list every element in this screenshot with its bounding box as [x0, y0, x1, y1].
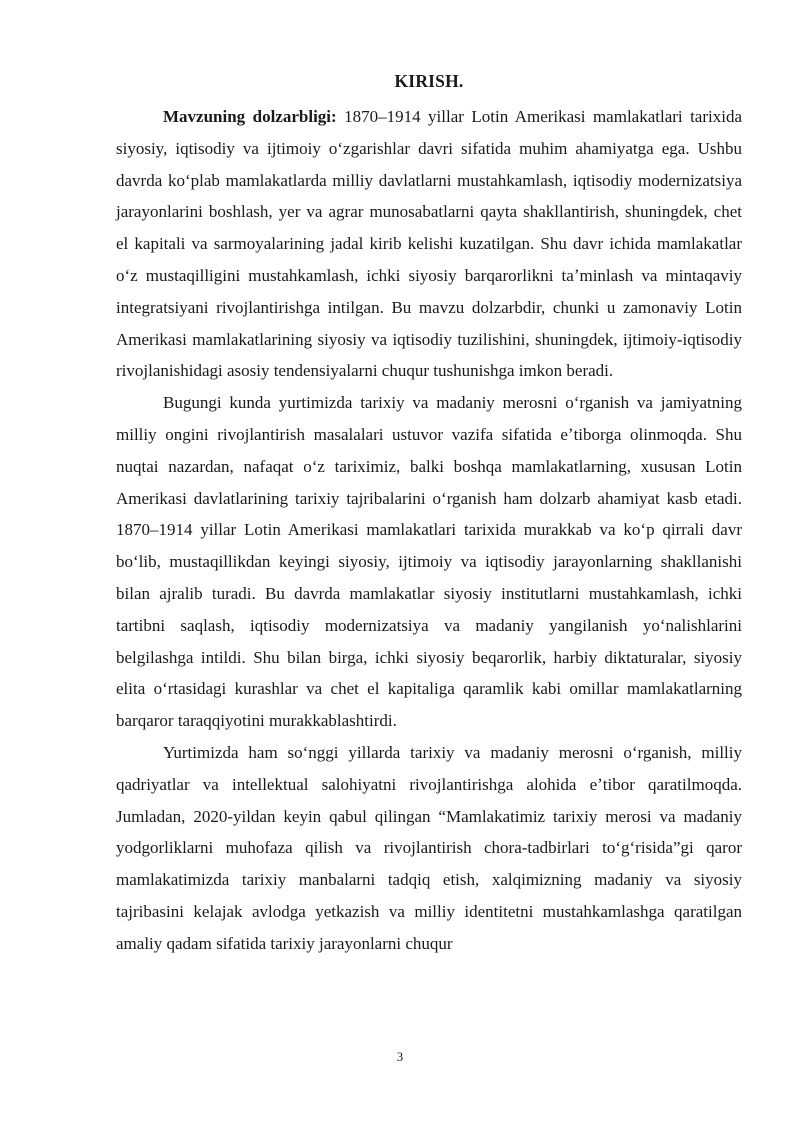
paragraph-text: 1870–1914 yillar Lotin Amerikasi mamlakatlari tarixida siyosiy, iqtisodiy va ijtimoiy oʻzgarishlar davri sifatida muhim ahamiyatga ega. Ushbu davrda koʻplab mamlakatlarda milliy davlatlarni mustahkamlash, iqtisodiy modernizatsiya jarayonlarini boshlash, yer va agrar munosabatlarni qayta shakllantirish, shuningdek, chet el kapitali va sarmoyalarining jadal kirib kelishi kuzatilgan. Shu davr ichida mamlakatlar oʻz mustaqilligini mustahkamlash, ichki siyosiy barqarorlikni taʼminlash va mintaqaviy integratsiyani rivojlantirishga intilgan. Bu mavzu dolzarbdir, chunki u zamonaviy Lotin Amerikasi mamlakatlarining siyosiy va iqtisodiy tuzilishini, shuningdek, ijtimoiy-iqtisodiy rivojlanishidagi asosiy tendensiyalarni chuqur tushunishga imkon beradi. — [116, 107, 742, 381]
paragraph-lead: Mavzuning dolzarbligi: — [163, 107, 337, 126]
document-page — [116, 70, 742, 960]
paragraph-relevance — [116, 101, 742, 387]
page-number: 3 — [396, 1050, 404, 1064]
section-heading: KIRISH. — [394, 71, 464, 91]
paragraph-national-values: Yurtimizda ham soʻnggi yillarda tarixiy va madaniy merosni oʻrganish, milliy qadriyatlar va intellektual salohiyatni rivojlantirishga alohida eʼtibor qaratilmoqda. Jumladan, 2020-yildan keyin qabul qilingan “Mamlakatimiz tarixiy merosi va madaniy yodgorliklarni muhofaza qilish va rivojlantirish chora-tadbirlari toʻgʻrisida”gi qaror mamlakatimizda tarixiy manbalarni tadqiq etish, xalqimizning madaniy va siyosiy tajribasini kelajak avlodga yetkazish va milliy identitetni mustahkamlashga qaratilgan amaliy qadam sifatida tarixiy jarayonlarni chuqur — [116, 742, 742, 953]
paragraph-heritage: Bugungi kunda yurtimizda tarixiy va madaniy merosni oʻrganish va jamiyatning milliy ongini rivojlantirish masalalari ustuvor vazifa sifatida eʼtiborga olinmoqda. Shu nuqtai nazardan, nafaqat oʻz tariximiz, balki boshqa mamlakatlarning, xususan Lotin Amerikasi davlatlarining tarixiy tajribalarini oʻrganish ham dolzarb ahamiyat kasb etadi. 1870–1914 yillar Lotin Amerikasi mamlakatlari tarixida murakkab va koʻp qirrali davr boʻlib, mustaqillikdan keyingi siyosiy, ijtimoiy va iqtisodiy jarayonlarning shakllanishi bilan ajralib turadi. Bu davrda mamlakatlar siyosiy institutlarni mustahkamlash, ichki tartibni saqlash, iqtisodiy modernizatsiya va madaniy yangilanish yoʻnalishlarini belgilashga intildi. Shu bilan birga, ichki siyosiy beqarorlik, harbiy diktaturalar, siyosiy elita oʻrtasidagi kurashlar va chet el kapitaliga qaramlik kabi omillar mamlakatlarning barqaror taraqqiyotini murakkablashtirdi. — [116, 393, 742, 731]
